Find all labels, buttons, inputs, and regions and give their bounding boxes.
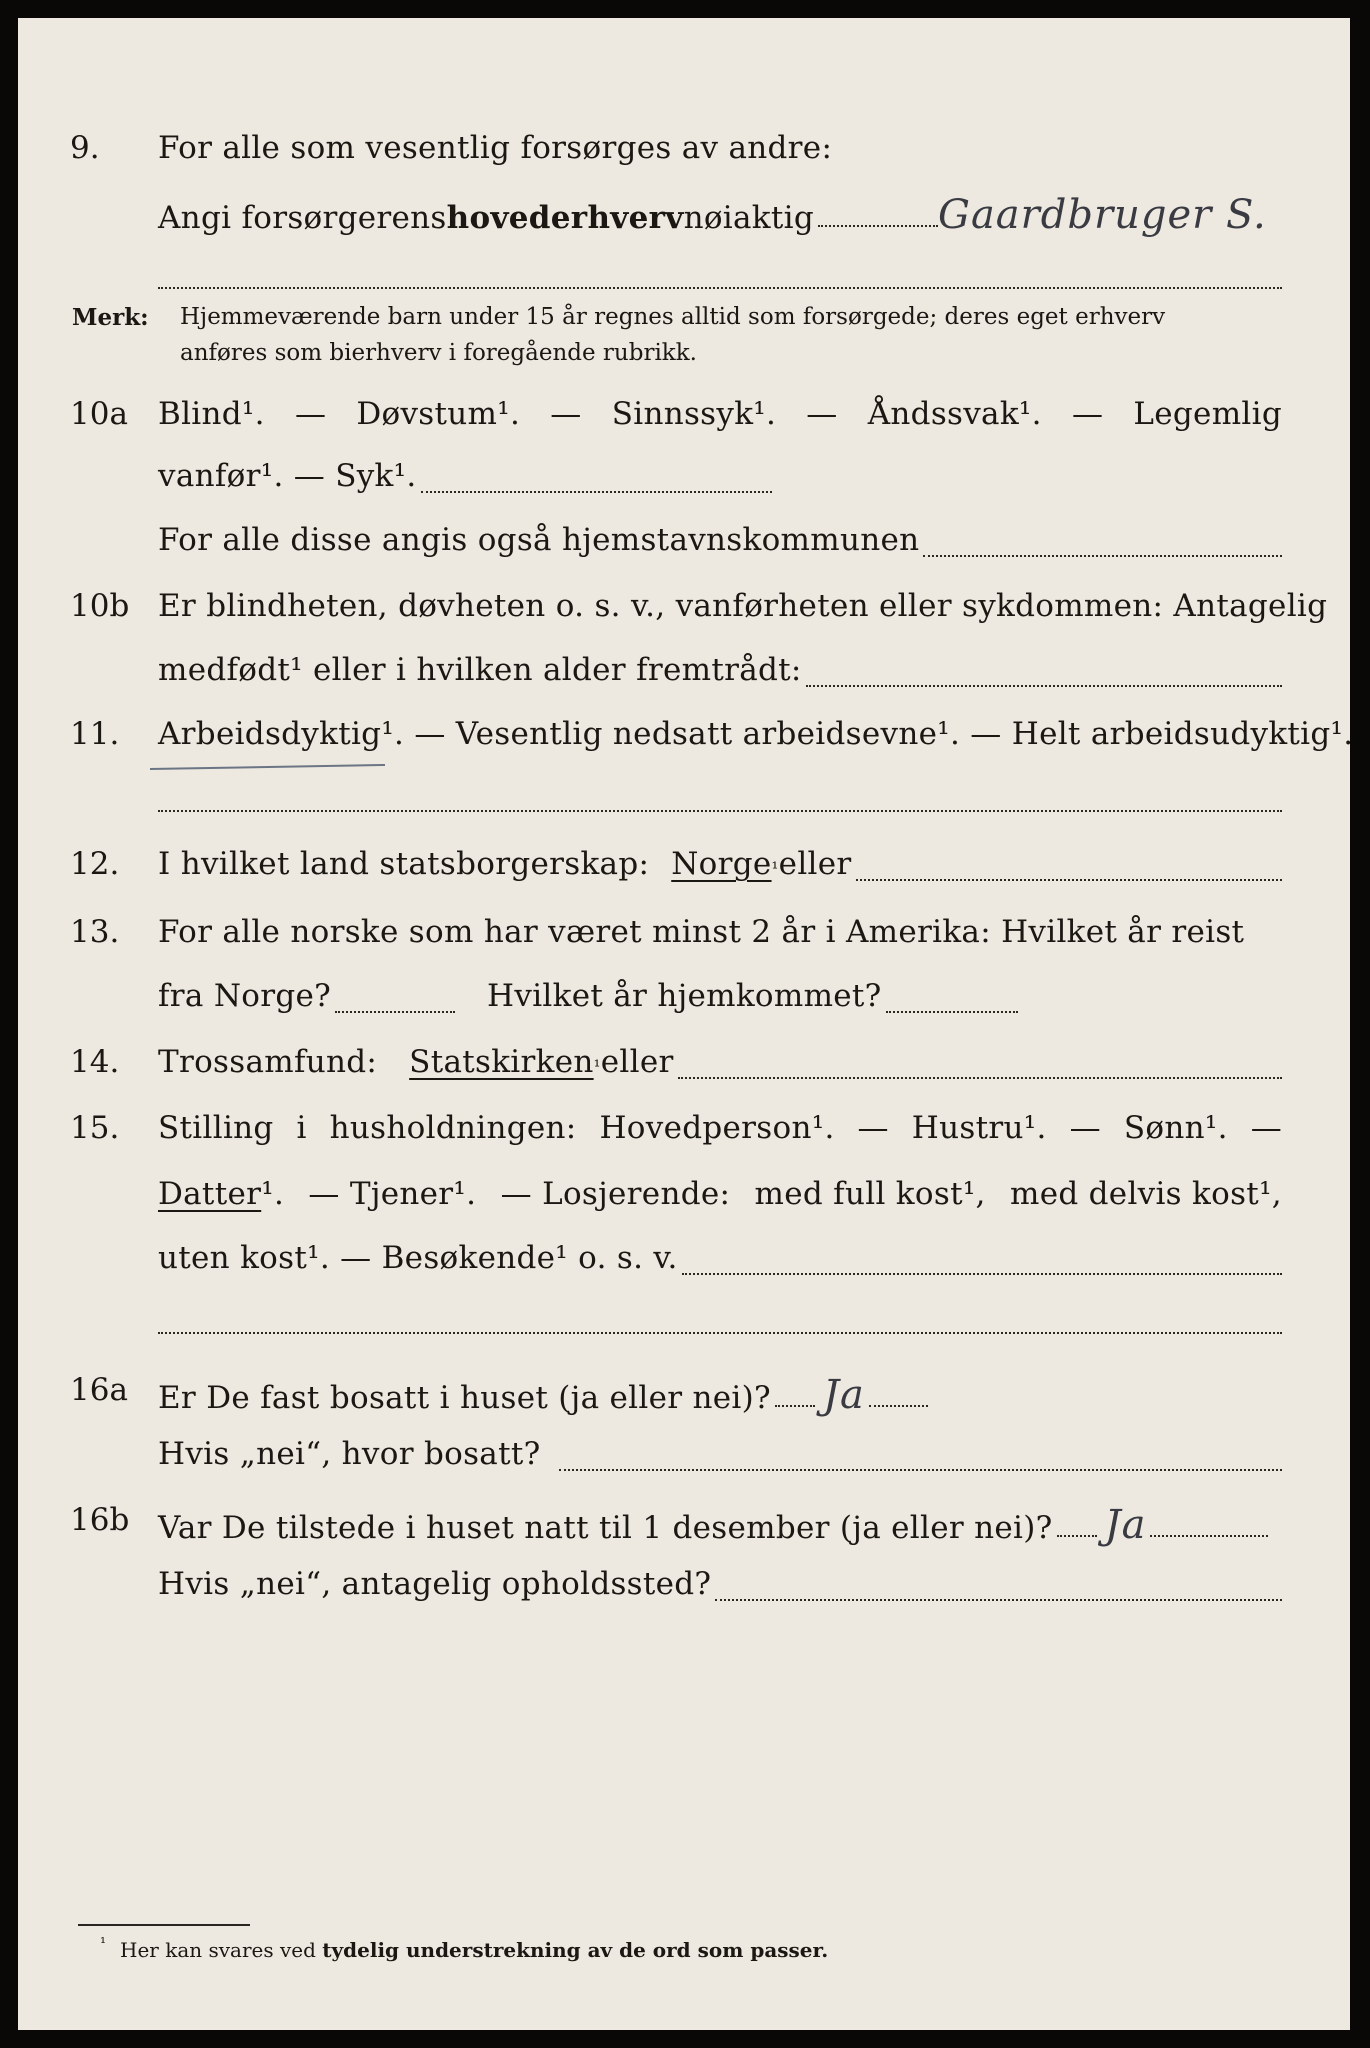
q13-line1 — [158, 914, 1282, 958]
q15-underlined-answer: Datter — [158, 1176, 262, 1212]
q16b-handwritten-answer: Ja — [1104, 1502, 1147, 1548]
q10a-line2-answer-line — [421, 490, 772, 493]
q12-number: 12. — [70, 846, 120, 882]
q10a-item-4: Sinnssyk¹. — [611, 396, 777, 432]
q15-line2-item-1: — Tjener¹. — [308, 1176, 477, 1212]
q15-extra-answer-line — [158, 1332, 1282, 1334]
q13-line1-text: For alle norske som har været minst 2 år i Amerika: Hvilket år reist — [158, 914, 1245, 950]
q15-item-8: — — [1250, 1110, 1282, 1146]
q15-line3 — [158, 1240, 1282, 1284]
q15-item-1: i — [296, 1110, 307, 1146]
q11-line — [158, 716, 1354, 760]
q12-text-b: eller — [778, 846, 852, 882]
q9-line1 — [158, 130, 1282, 174]
q15-item-2: husholdningen: — [329, 1110, 577, 1146]
q11-text: Arbeidsdyktig¹. — Vesentlig nedsatt arbeidsevne¹. — Helt arbeidsudyktig¹. — [158, 716, 1354, 752]
q14-line — [158, 1044, 1282, 1088]
q15-line2-item-2: — Losjerende: — [500, 1176, 731, 1212]
q10a-number: 10a — [70, 396, 128, 432]
q10a-item-3: — — [550, 396, 582, 432]
q10a-item-5: — — [806, 396, 838, 432]
q15-item-0: Stilling — [158, 1110, 274, 1146]
merk-label: Merk: — [72, 304, 149, 331]
q16b-answer-line-tail — [1150, 1534, 1268, 1537]
q9-label-c: nøiaktig — [683, 200, 814, 236]
q16b-opholdssted-answer-line — [715, 1598, 1282, 1601]
q16b-line1 — [158, 1502, 1268, 1546]
footnote — [100, 1934, 829, 1962]
q16a-number: 16a — [70, 1372, 128, 1408]
q10b-line2-text: medfødt¹ eller i hvilken alder fremtrådt: — [158, 652, 802, 688]
q15-answer-line — [682, 1272, 1282, 1275]
q11-answer-line — [158, 810, 1282, 812]
footnote-text-bold: tydelig understrekning av de ord som passer. — [322, 1938, 829, 1962]
q12-answer-line — [856, 878, 1282, 881]
q12-line — [158, 846, 1282, 890]
q10a-line3-text: For alle disse angis også hjemstavnskommunen — [158, 522, 920, 558]
q9-number: 9. — [70, 130, 100, 166]
q16a-line2-text: Hvis „nei“, hvor bosatt? — [158, 1436, 541, 1472]
q15-number: 15. — [70, 1110, 120, 1146]
q14-footnote-mark: ¹ — [593, 1057, 601, 1077]
q13-reist-answer-line — [335, 1010, 455, 1013]
q15-item-6: — — [1069, 1110, 1101, 1146]
q13-hjemkommet-answer-line — [886, 1010, 1018, 1013]
merk-line1: Hjemmeværende barn under 15 år regnes alltid som forsørgede; deres eget erhverv — [180, 304, 1166, 330]
q9-text: For alle som vesentlig forsørges av andre: — [158, 130, 833, 166]
q9-separator — [158, 287, 1282, 289]
q16a-line1 — [158, 1372, 928, 1416]
q16b-line1-text: Var De tilstede i huset natt til 1 desember (ja eller nei)? — [158, 1510, 1053, 1546]
q11-number: 11. — [70, 716, 120, 752]
q13-line2-text-b: Hvilket år hjemkommet? — [487, 978, 882, 1014]
q10a-item-2: Døvstum¹. — [356, 396, 521, 432]
q16a-handwritten-answer: Ja — [822, 1372, 865, 1418]
q15-item-3: Hovedperson¹. — [599, 1110, 835, 1146]
q14-number: 14. — [70, 1044, 120, 1080]
q15-line2 — [158, 1176, 1282, 1220]
q16a-bosatt-answer-line — [559, 1468, 1282, 1471]
q10a-item-0: Blind¹. — [158, 396, 265, 432]
q16a-line2 — [158, 1436, 1282, 1480]
q14-text-b: eller — [600, 1044, 674, 1080]
q10a-item-1: — — [294, 396, 327, 432]
q16a-line1-text: Er De fast bosatt i huset (ja eller nei)? — [158, 1380, 771, 1416]
q10a-line2-text: vanfør¹. — Syk¹. — [158, 458, 417, 494]
q14-text-a: Trossamfund: — [158, 1044, 378, 1080]
footnote-mark: ¹ — [100, 1934, 107, 1952]
q14-answer-line — [678, 1076, 1282, 1079]
q12-underlined-answer: Norge — [671, 846, 772, 882]
q16a-answer-line — [775, 1404, 815, 1407]
q9-handwritten-answer: Gaardbruger S. — [938, 192, 1267, 238]
q15-item-7: Sønn¹. — [1123, 1110, 1228, 1146]
q10a-line2 — [158, 458, 772, 502]
q15-line3-text: uten kost¹. — Besøkende¹ o. s. v. — [158, 1240, 678, 1276]
merk-line2: anføres som bierhverv i foregående rubrikk. — [180, 340, 697, 366]
q10a-item-8: Legemlig — [1133, 396, 1282, 432]
q9-label-bold: hovederhverv — [446, 200, 684, 236]
q13-number: 13. — [70, 914, 120, 950]
q15-line2-item-3: med full kost¹, — [754, 1176, 986, 1212]
q12-text-a: I hvilket land statsborgerskap: — [158, 846, 650, 882]
q9-answer-line — [818, 224, 938, 227]
footnote-rule — [78, 1924, 250, 1926]
q10b-line1-text: Er blindheten, døvheten o. s. v., vanførheten eller sykdommen: Antagelig — [158, 588, 1328, 624]
footnote-text-a: Her kan svares ved — [120, 1938, 323, 1962]
q10a-line3-answer-line — [923, 554, 1282, 557]
q10a-item-6: Åndssvak¹. — [867, 396, 1042, 432]
q10a-item-7: — — [1071, 396, 1104, 432]
q10a-line3 — [158, 522, 1282, 566]
q10b-answer-line — [806, 684, 1282, 687]
q13-line2 — [158, 978, 1018, 1022]
q12-footnote-mark: ¹ — [771, 859, 779, 879]
q10b-line1 — [158, 588, 1328, 632]
q15-line2-item-0: ¹. — [261, 1176, 285, 1212]
q14-underlined-answer: Statskirken — [409, 1044, 594, 1080]
q15-line1 — [158, 1110, 1282, 1154]
q16b-line2 — [158, 1566, 1282, 1610]
q16b-number: 16b — [70, 1502, 130, 1538]
q15-item-5: Hustru¹. — [911, 1110, 1047, 1146]
q15-item-4: — — [857, 1110, 889, 1146]
q16b-line2-text: Hvis „nei“, antagelig opholdssted? — [158, 1566, 712, 1602]
q10b-line2 — [158, 652, 1282, 696]
q13-line2-text-a: fra Norge? — [158, 978, 332, 1014]
q10a-line1 — [158, 396, 1282, 440]
q16b-answer-line — [1057, 1534, 1097, 1537]
q15-line2-item-4: med delvis kost¹, — [1010, 1176, 1282, 1212]
q10b-number: 10b — [70, 588, 130, 624]
q9-line2 — [158, 192, 1322, 236]
q16a-answer-line-tail — [869, 1404, 928, 1407]
q9-label-a: Angi forsørgerens — [158, 200, 447, 236]
